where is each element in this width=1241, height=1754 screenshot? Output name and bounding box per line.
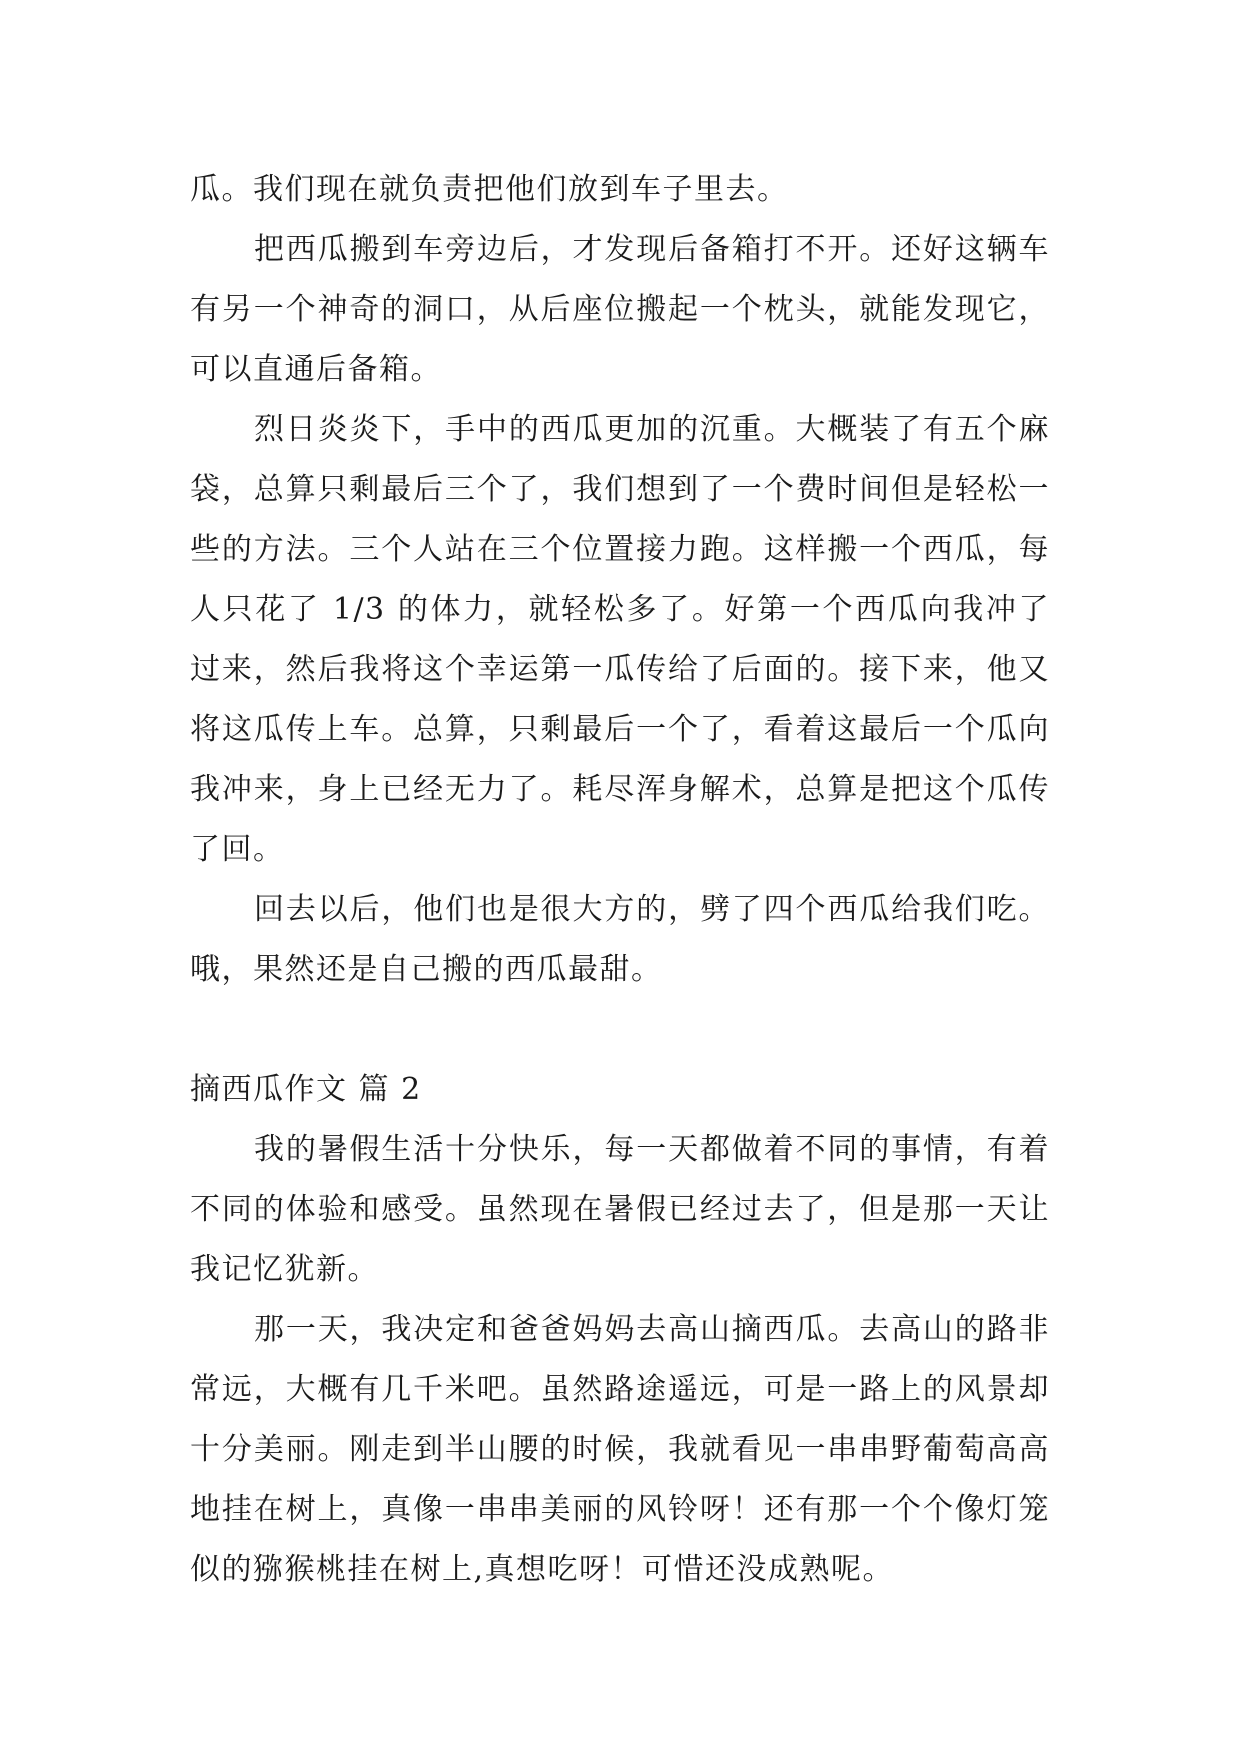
document-page bbox=[190, 160, 1050, 1600]
paragraph-continuation: 瓜。我们现在就负责把他们放到车子里去。 bbox=[190, 172, 789, 207]
paragraph-mountain: 那一天，我决定和爸爸妈妈去高山摘西瓜。去高山的路非常远，大概有几千米吧。虽然路途遥远，可是一路上的风景却十分美丽。刚走到半山腰的时候，我就看见一串串野葡萄高高地挂在树上，真像一串串美丽的风铃呀！还有那一个个像灯笼似的猕猴桃挂在树上,真想吃呀！可惜还没成熟呢。 bbox=[190, 1312, 1050, 1587]
paragraph-ending: 回去以后，他们也是很大方的，劈了四个西瓜给我们吃。哦，果然还是自己搬的西瓜最甜。 bbox=[190, 892, 1050, 987]
paragraph-relay: 烈日炎炎下，手中的西瓜更加的沉重。大概装了有五个麻袋，总算只剩最后三个了，我们想到了一个费时间但是轻松一些的方法。三个人站在三个位置接力跑。这样搬一个西瓜，每人只花了 1/3 的体力，就轻松多了。好第一个西瓜向我冲了过来，然后我将这个幸运第一瓜传给了后面的。接下来，他又将这瓜传上车。总算，只剩最后一个了，看着这最后一个瓜向我冲来，身上已经无力了。耗尽浑身解术，总算是把这个瓜传了回。 bbox=[190, 412, 1050, 867]
section-title: 摘西瓜作文 篇 2 bbox=[190, 1072, 422, 1107]
paragraph-trunk: 把西瓜搬到车旁边后，才发现后备箱打不开。还好这辆车有另一个神奇的洞口，从后座位搬起一个枕头，就能发现它，可以直通后备箱。 bbox=[190, 232, 1050, 387]
paragraph-summer: 我的暑假生活十分快乐，每一天都做着不同的事情，有着不同的体验和感受。虽然现在暑假已经过去了，但是那一天让我记忆犹新。 bbox=[190, 1132, 1050, 1287]
